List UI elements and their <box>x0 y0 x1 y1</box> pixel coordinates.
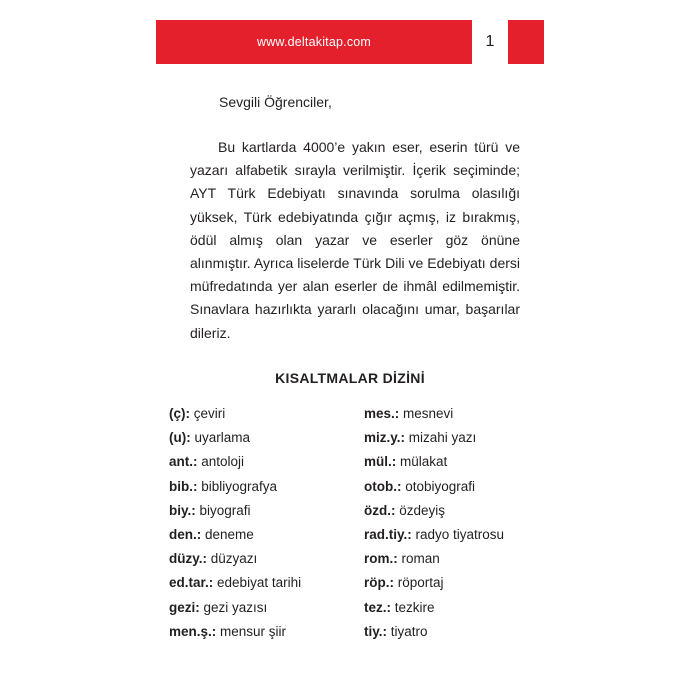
abbreviation-meaning: röportaj <box>397 575 444 591</box>
abbreviation-meaning: özdeyiş <box>399 502 446 518</box>
abbreviation-key: men.ş. <box>169 623 212 639</box>
letter-body: Bu kartlarda 4000’e yakın eser, eserin türü ve yazarı alfabetik sırayla verilmiştir. İçerik seçiminde; AYT Türk Edebiyatı sınavında sorulma olasılığı yüksek, Türk edebiyatında çığır açmış, iz bırakmış, ödül almış olan yazar ve eserler göz önüne alınmıştır. Ayrıca liselerde Türk Dili ve Edebiyatı dersi müfredatında yer alan eserler de ihmâl edilmemiştir. Sınavlara hazırlıkta yararlı olacağını umar, başarılar dileriz. <box>190 139 520 341</box>
abbreviation-key: ed.tar. <box>169 575 209 591</box>
letter-greeting: Sevgili Öğrenciler, <box>219 94 332 110</box>
abbreviations-right-column <box>364 404 504 646</box>
abbreviation-meaning: deneme <box>205 526 254 542</box>
abbreviation-key: (ç) <box>169 406 186 421</box>
abbreviation-key: otob. <box>364 478 397 494</box>
abbreviation-item: ant.: antoloji <box>169 454 245 470</box>
abbreviation-key: miz.y. <box>364 430 401 446</box>
abbreviation-meaning: çeviri <box>193 406 226 421</box>
abbreviation-item: biy.: biyografi <box>169 502 251 518</box>
abbreviation-key: rad.tiy. <box>364 526 408 542</box>
abbreviation-key: biy. <box>169 502 192 518</box>
abbreviation-item: miz.y.: mizahi yazı <box>364 430 477 446</box>
abbreviation-item: (u): uyarlama <box>169 430 251 446</box>
abbreviation-meaning: otobiyografi <box>405 478 476 494</box>
website-url: www.deltakitap.com <box>256 35 372 49</box>
abbreviation-item: ed.tar.: edebiyat tarihi <box>169 575 302 591</box>
abbreviation-item: düzy.: düzyazı <box>169 551 258 567</box>
abbreviation-key: tez. <box>364 599 387 615</box>
abbreviation-key: (u) <box>169 430 187 446</box>
abbreviation-item: mül.: mülakat <box>364 454 448 470</box>
abbreviation-item: tez.: tezkire <box>364 599 435 615</box>
abbreviation-key: rom. <box>364 551 394 567</box>
abbreviation-meaning: tiyatro <box>390 623 428 639</box>
abbreviation-meaning: mensur şiir <box>220 623 287 639</box>
abbreviation-item: rad.tiy.: radyo tiyatrosu <box>364 526 505 542</box>
abbreviations-left-column <box>169 404 301 646</box>
abbreviation-item: (ç): çeviri <box>169 406 226 421</box>
abbreviation-key: tiy. <box>364 623 383 639</box>
abbreviation-meaning: edebiyat tarihi <box>217 575 302 591</box>
abbreviation-meaning: roman <box>401 551 440 567</box>
abbreviation-item: rom.: roman <box>364 551 440 567</box>
abbreviation-key: den. <box>169 526 197 542</box>
corner-accent-block <box>508 20 544 64</box>
abbreviation-item: bib.: bibliyografya <box>169 478 278 494</box>
abbreviation-meaning: uyarlama <box>194 430 251 446</box>
abbreviation-key: ant. <box>169 454 194 470</box>
abbreviation-key: röp. <box>364 575 390 591</box>
header-bar <box>156 20 472 64</box>
abbreviation-key: özd. <box>364 502 391 518</box>
abbreviation-item: otob.: otobiyografi <box>364 478 476 494</box>
abbreviation-meaning: mesnevi <box>403 406 454 421</box>
abbreviation-key: düzy. <box>169 551 203 567</box>
abbreviations-title: KISALTMALAR DİZİNİ <box>275 370 425 386</box>
abbreviation-key: mes. <box>364 406 395 421</box>
abbreviation-meaning: gezi yazısı <box>203 599 268 615</box>
abbreviation-item: men.ş.: mensur şiir <box>169 623 287 639</box>
abbreviation-meaning: tezkire <box>394 599 435 615</box>
abbreviation-item: röp.: röportaj <box>364 575 444 591</box>
abbreviation-meaning: antoloji <box>201 454 245 470</box>
abbreviation-meaning: mülakat <box>400 454 448 470</box>
abbreviation-item: gezi: gezi yazısı <box>169 599 268 615</box>
abbreviation-item: den.: deneme <box>169 526 254 542</box>
abbreviation-meaning: radyo tiyatrosu <box>415 526 505 542</box>
abbreviation-meaning: bibliyografya <box>201 478 278 494</box>
abbreviation-key: mül. <box>364 454 392 470</box>
abbreviation-key: bib. <box>169 478 193 494</box>
abbreviation-meaning: biyografi <box>199 502 251 518</box>
abbreviation-item: özd.: özdeyiş <box>364 502 446 518</box>
abbreviation-meaning: düzyazı <box>210 551 258 567</box>
abbreviation-key: gezi <box>169 599 196 615</box>
abbreviation-item: tiy.: tiyatro <box>364 623 428 639</box>
abbreviation-item: mes.: mesnevi <box>364 406 454 421</box>
page-number: 1 <box>485 33 495 50</box>
abbreviation-meaning: mizahi yazı <box>408 430 477 446</box>
